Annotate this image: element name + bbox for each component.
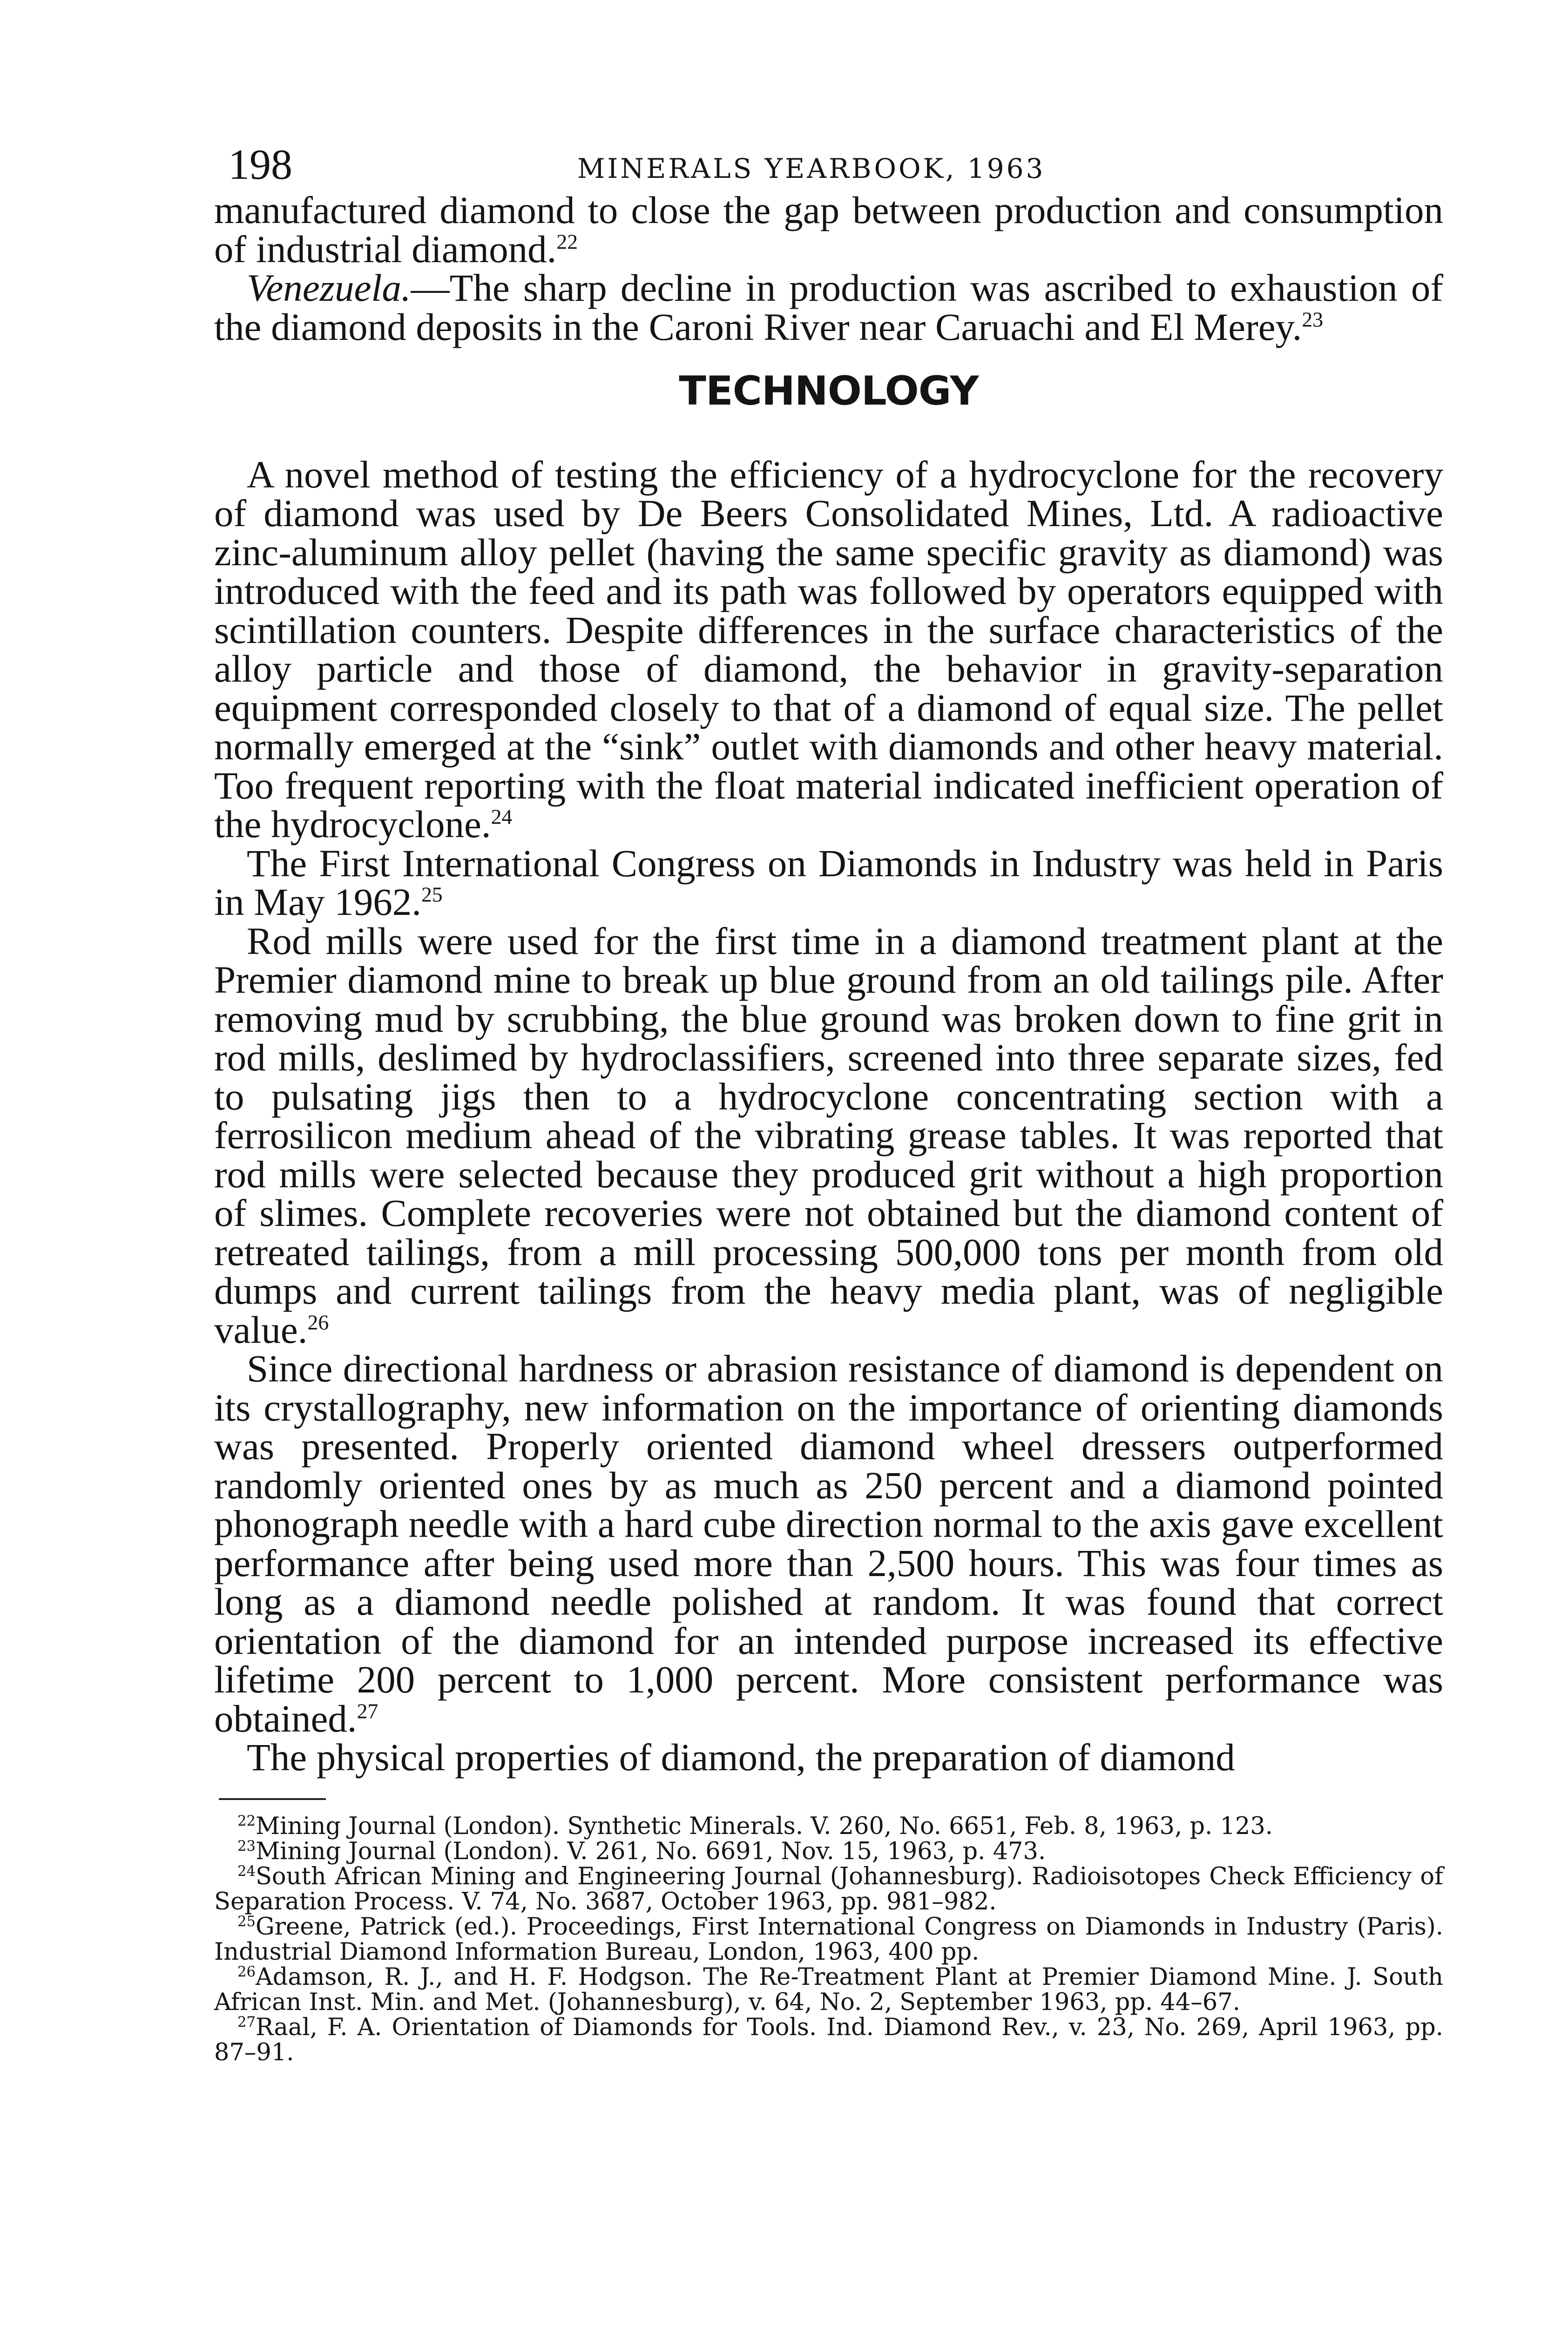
- footnote-text: Raal, F. A. Orientation of Diamonds for Tools. Ind. Diamond Rev., v. 23, No. 269, April 1963, pp. 87–91.: [214, 2013, 1443, 2066]
- paragraph-text: A novel method of testing the efficiency of a hydrocyclone for the recovery of diamond was used by De Beers Consolidated Mines, Ltd. A radioactive zinc-aluminum alloy pellet (having the same specific gravity as diamond) was introduced with the feed and its path was followed by operators equipped with scintillation counters. Despite differences in the surface characteristics of the alloy particle and those of diamond, the behavior in gravity-separation equipment corresponded closely to that of a diamond of equal size. The pellet normally emerged at the “sink” outlet with diamonds and other heavy material. Too frequent reporting with the float material indicated inefficient operation of the hydrocyclone.: [214, 453, 1443, 846]
- paragraph: [214, 919, 1443, 1351]
- footnote-ref: 25: [421, 882, 443, 907]
- footnote-ref: 23: [1302, 307, 1324, 331]
- country-label: Venezuela.: [247, 266, 411, 309]
- footnote-ref: 27: [357, 1699, 378, 1723]
- footnote-number: 26: [237, 1963, 256, 1980]
- paragraph-text: The First International Congress on Diamonds in Industry was held in Paris in May 1962.: [214, 841, 1443, 923]
- footnote: [214, 2015, 1443, 2065]
- footnote: [214, 1915, 1443, 1965]
- running-title: MINERALS YEARBOOK, 1963: [577, 153, 1046, 184]
- footnote-text: Greene, Patrick (ed.). Proceedings, First International Congress on Diamonds in Industry (Paris). Industrial Diamond Information Bureau, London, 1963, 400 pp.: [214, 1913, 1443, 1966]
- body-text: [214, 191, 1443, 1777]
- footnote-number: 22: [237, 1813, 256, 1829]
- footnote-ref: 26: [307, 1310, 329, 1334]
- paragraph-text: Rod mills were used for the first time in a diamond treatment plant at the Premier diamond mine to break up blue ground from an old tailings pile. After removing mud by scrubbing, the blue ground was broken down to fine grit in rod mills, deslimed by hydroclassifiers, screened into three separate sizes, fed to pulsating jigs then to a hydrocyclone concentrating section with a ferrosilicon medium ahead of the vibrating grease tables. It was reported that rod mills were selected because they produced grit without a high proportion of slimes. Complete recoveries were not obtained but the diamond content of retreated tailings, from a mill processing 500,000 tons per month from old dumps and current tailings from the heavy media plant, was of negligible value.: [214, 919, 1443, 1351]
- footnote: [214, 1864, 1443, 1915]
- venezuela-paragraph: [214, 266, 1443, 348]
- paragraph-text: The physical properties of diamond, the preparation of diamond: [247, 1736, 1235, 1779]
- footnote: [214, 1814, 1443, 1839]
- page-header: [214, 140, 1443, 191]
- paragraph-text: Since directional hardness or abrasion resistance of diamond is dependent on its crystallography, new information on the importance of orienting diamonds was presented. Properly oriented diamond wheel dressers outperformed randomly oriented ones by as much as 250 percent and a diamond pointed phonograph needle with a hard cube direction normal to the axis gave excellent performance after being used more than 2,500 hours. This was four times as long as a diamond needle polished at random. It was found that correct orientation of the diamond for an intended purpose increased its effective lifetime 200 percent to 1,000 percent. More consistent performance was obtained.: [214, 1347, 1443, 1740]
- paragraph-text: manufactured diamond to close the gap between production and consumption of industrial diamond.: [214, 189, 1443, 271]
- footnote-text: Mining Journal (London). Synthetic Minerals. V. 260, No. 6651, Feb. 8, 1963, p. 123.: [255, 1812, 1273, 1840]
- paragraph: [214, 455, 1443, 844]
- footnote-text: South African Mining and Engineering Journal (Johannesburg). Radioisotopes Check Efficiency of Separation Process. V. 74, No. 3687, October 1963, pp. 981–982.: [214, 1862, 1443, 1915]
- footnote: [214, 1839, 1443, 1864]
- footnotes: [214, 1814, 1443, 2065]
- section-heading: TECHNOLOGY: [679, 368, 979, 414]
- paragraph-text: —The sharp decline in production was ascribed to exhaustion of the diamond deposits in the Caroni River near Caruachi and El Merey.: [214, 266, 1443, 348]
- footnote-ref: 22: [556, 229, 578, 253]
- footnote-number: 25: [237, 1913, 256, 1930]
- footnote-number: 24: [237, 1863, 256, 1880]
- footnote-number: 27: [237, 2014, 256, 2030]
- continuation-paragraph: [214, 191, 1443, 269]
- page-number: 198: [228, 141, 292, 188]
- paragraph: [214, 1738, 1443, 1777]
- page: [214, 140, 1443, 2065]
- footnote-text: Mining Journal (London). V. 261, No. 6691, Nov. 15, 1963, p. 473.: [255, 1837, 1046, 1865]
- footnote-ref: 24: [491, 805, 513, 829]
- footnote-divider: [219, 1798, 326, 1800]
- footnote-text: Adamson, R. J., and H. F. Hodgson. The Re-Treatment Plant at Premier Diamond Mine. J. South African Inst. Min. and Met. (Johannesburg), v. 64, No. 2, September 1963, pp. 44–67.: [214, 1963, 1443, 2016]
- paragraph: [214, 1349, 1443, 1738]
- footnote-number: 23: [237, 1838, 256, 1854]
- paragraph: [214, 841, 1443, 923]
- footnote: [214, 1965, 1443, 2015]
